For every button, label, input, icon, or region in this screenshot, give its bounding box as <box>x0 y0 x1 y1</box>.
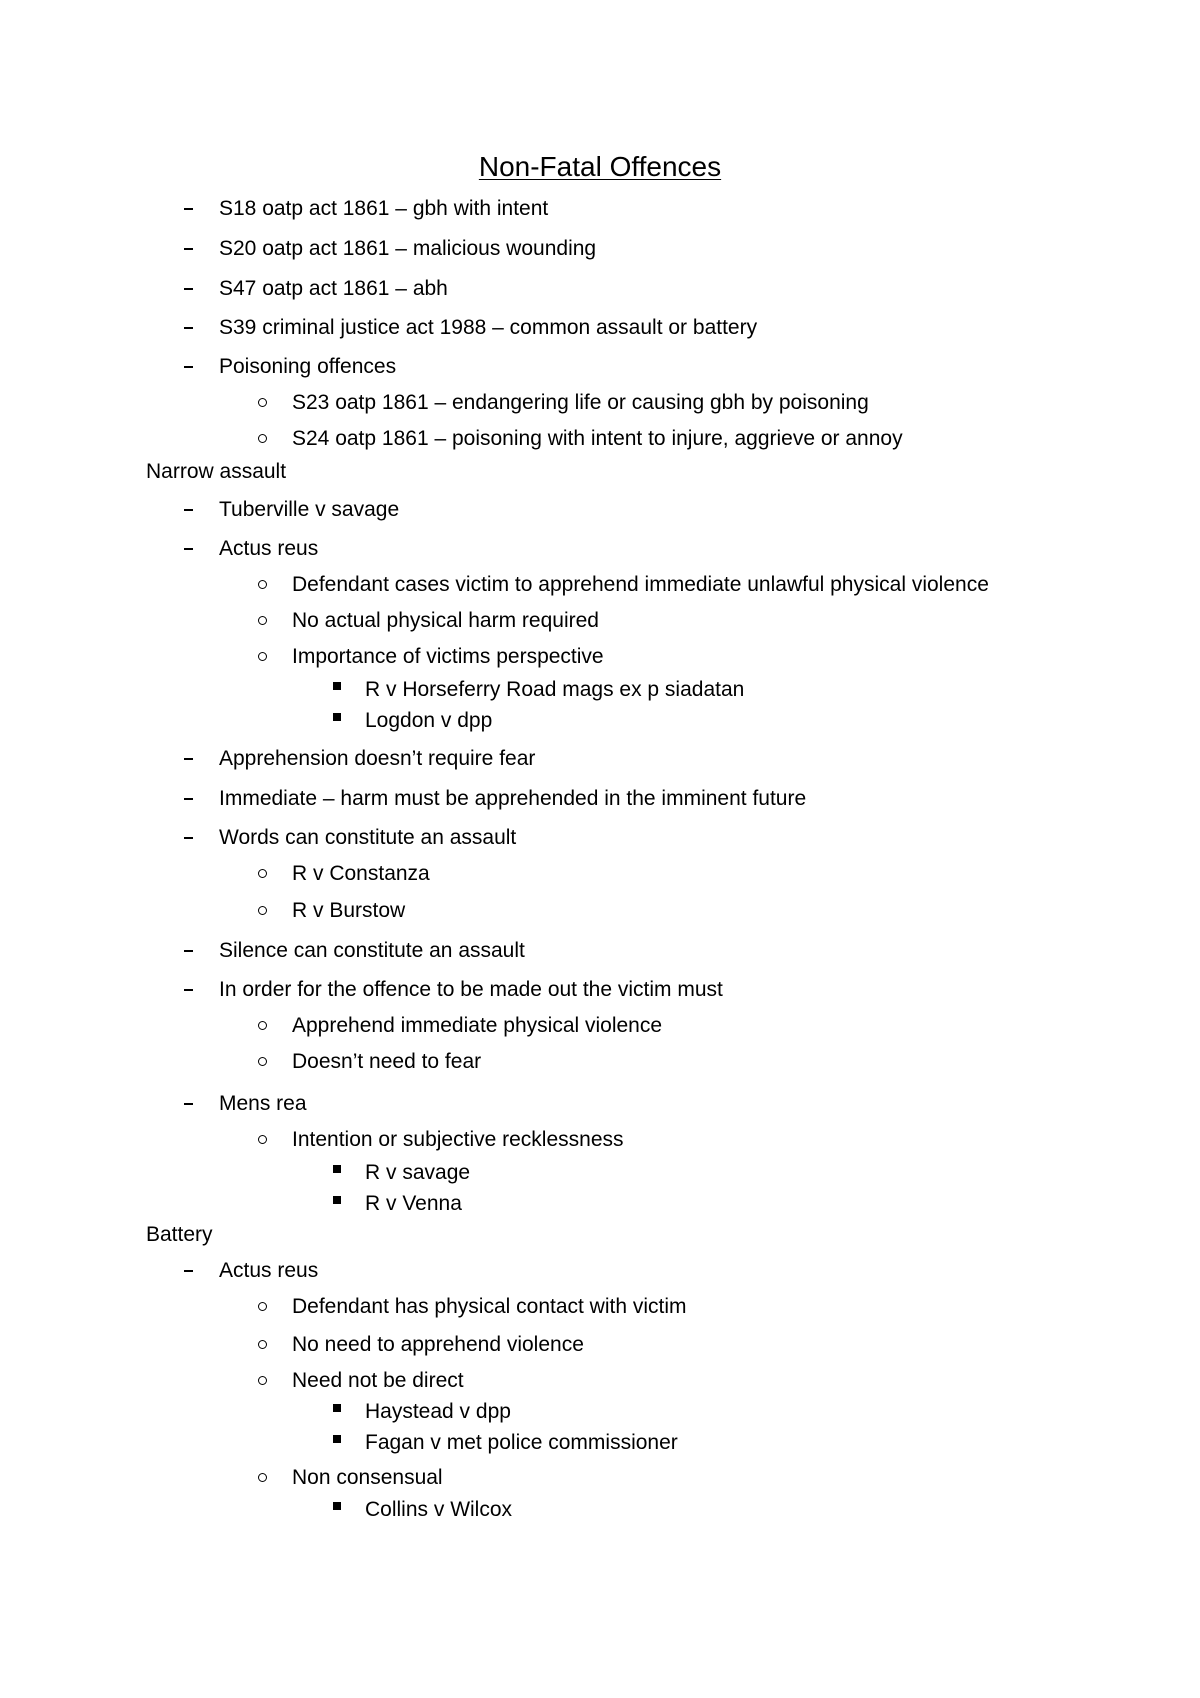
circle-bullet-icon <box>258 1135 267 1144</box>
list-item: Apprehend immediate physical violence <box>292 1013 662 1039</box>
dash-bullet-icon <box>184 509 193 511</box>
dash-bullet-icon <box>184 1270 193 1272</box>
list-item: Poisoning offences <box>219 354 396 380</box>
list-item: S24 oatp 1861 – poisoning with intent to injure, aggrieve or annoy <box>292 426 903 452</box>
list-item: Doesn’t need to fear <box>292 1049 481 1075</box>
square-bullet-icon <box>333 682 341 690</box>
list-item: R v Constanza <box>292 861 430 887</box>
dash-bullet-icon <box>184 248 193 250</box>
list-item: R v Venna <box>365 1191 462 1217</box>
dash-bullet-icon <box>184 366 193 368</box>
list-item: S20 oatp act 1861 – malicious wounding <box>219 236 596 262</box>
list-item: Fagan v met police commissioner <box>365 1430 678 1456</box>
list-item: S23 oatp 1861 – endangering life or causing gbh by poisoning <box>292 390 869 416</box>
list-item: R v Horseferry Road mags ex p siadatan <box>365 677 744 703</box>
list-item: Need not be direct <box>292 1368 464 1394</box>
circle-bullet-icon <box>258 1302 267 1311</box>
dash-bullet-icon <box>184 548 193 550</box>
list-item: Logdon v dpp <box>365 708 492 734</box>
circle-bullet-icon <box>258 1340 267 1349</box>
list-item: Apprehension doesn’t require fear <box>219 746 535 772</box>
square-bullet-icon <box>333 1404 341 1412</box>
circle-bullet-icon <box>258 1057 267 1066</box>
list-item: Actus reus <box>219 536 318 562</box>
dash-bullet-icon <box>184 1103 193 1105</box>
list-item: Collins v Wilcox <box>365 1497 512 1523</box>
list-item: Silence can constitute an assault <box>219 938 525 964</box>
list-item: S39 criminal justice act 1988 – common assault or battery <box>219 315 757 341</box>
circle-bullet-icon <box>258 616 267 625</box>
list-item: S47 oatp act 1861 – abh <box>219 276 448 302</box>
list-item: Defendant has physical contact with victim <box>292 1294 687 1320</box>
dash-bullet-icon <box>184 327 193 329</box>
dash-bullet-icon <box>184 288 193 290</box>
list-item: Defendant cases victim to apprehend immediate unlawful physical violence <box>292 572 989 598</box>
list-item: No need to apprehend violence <box>292 1332 584 1358</box>
circle-bullet-icon <box>258 1376 267 1385</box>
square-bullet-icon <box>333 713 341 721</box>
list-item: Intention or subjective recklessness <box>292 1127 624 1153</box>
list-item: R v savage <box>365 1160 470 1186</box>
circle-bullet-icon <box>258 906 267 915</box>
list-item: S18 oatp act 1861 – gbh with intent <box>219 196 548 222</box>
list-item: Haystead v dpp <box>365 1399 511 1425</box>
list-item: Non consensual <box>292 1465 443 1491</box>
dash-bullet-icon <box>184 989 193 991</box>
document-title: Non-Fatal Offences <box>478 151 722 182</box>
square-bullet-icon <box>333 1165 341 1173</box>
circle-bullet-icon <box>258 434 267 443</box>
dash-bullet-icon <box>184 950 193 952</box>
dash-bullet-icon <box>184 758 193 760</box>
dash-bullet-icon <box>184 208 193 210</box>
square-bullet-icon <box>333 1502 341 1510</box>
circle-bullet-icon <box>258 398 267 407</box>
list-item: Immediate – harm must be apprehended in the imminent future <box>219 786 806 812</box>
list-item: In order for the offence to be made out the victim must <box>219 977 723 1003</box>
square-bullet-icon <box>333 1196 341 1204</box>
list-item: Mens rea <box>219 1091 307 1117</box>
list-item: Tuberville v savage <box>219 497 399 523</box>
list-item: Actus reus <box>219 1258 318 1284</box>
square-bullet-icon <box>333 1435 341 1443</box>
list-item: Words can constitute an assault <box>219 825 516 851</box>
circle-bullet-icon <box>258 580 267 589</box>
circle-bullet-icon <box>258 652 267 661</box>
section-heading-narrow-assault: Narrow assault <box>146 460 287 483</box>
circle-bullet-icon <box>258 1021 267 1030</box>
circle-bullet-icon <box>258 1473 267 1482</box>
dash-bullet-icon <box>184 798 193 800</box>
circle-bullet-icon <box>258 869 267 878</box>
list-item: Importance of victims perspective <box>292 644 604 670</box>
list-item: No actual physical harm required <box>292 608 599 634</box>
dash-bullet-icon <box>184 837 193 839</box>
section-heading-battery: Battery <box>146 1223 213 1246</box>
list-item: R v Burstow <box>292 898 405 924</box>
